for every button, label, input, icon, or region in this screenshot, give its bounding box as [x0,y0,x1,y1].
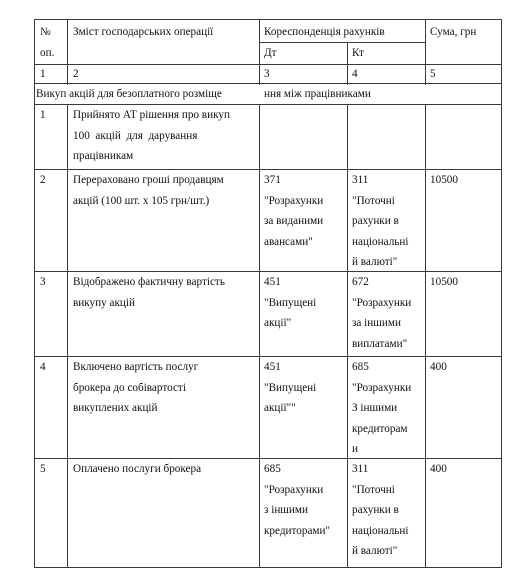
rule-col4 [425,19,426,85]
rule-top [34,19,502,20]
row-sum: 400 [430,463,447,475]
row-credit: 311 "Поточні рахунки в національні й валюті" [352,463,409,557]
section-title: Викуп акцій для безоплатного розміще [36,88,222,100]
row-credit: 311 "Поточні рахунки в національні й валюті" [352,174,409,268]
row-debit: 685 "Розрахунки з іншими кредиторами" [264,463,331,537]
row-content: Перераховано гроші продавцям акцій (100 шт. х 105 грн/шт.) [73,174,224,207]
rule-left [34,19,35,568]
row-sum: 10500 [430,276,458,288]
header-credit: Кт [352,47,364,59]
header-content: Зміст господарських операції [73,26,214,38]
row-debit: 451 "Випущені акції"" [264,361,317,414]
row-content: Оплачено послуги брокера [73,463,202,475]
row-content: Прийнято АТ рішення про викуп 100 акцій для дарування працівникам [73,109,230,162]
index-cell: 4 [352,68,358,80]
header-sum: Сума, грн [430,26,477,38]
rule-col3-body [347,104,348,568]
row-credit: 672 "Розрахунки за іншими виплатами" [352,276,412,350]
section-title-continued: ння між працівниками [264,88,371,100]
row-content: Включено вартість послуг брокера до собівартості викуплених акцій [73,361,199,414]
header-correspondence: Кореспонденція рахунків [264,26,385,38]
row-credit: 685 "Розрахунки З іншими кредиторам и [352,361,412,455]
header-debit: Дт [264,47,277,59]
header-num: № оп. [40,26,55,59]
row-num: 5 [40,463,46,475]
rule-right [501,19,502,568]
row-num: 3 [40,276,46,288]
rule-col3 [347,42,348,85]
rule-bottom [34,567,502,568]
index-cell: 3 [264,68,270,80]
rule-col4-body [425,104,426,568]
index-cell: 5 [430,68,436,80]
row-debit: 451 "Випущені акції" [264,276,317,329]
rule-col1 [67,19,68,85]
row-content: Відображено фактичну вартість викупу акцій [73,276,225,309]
row-num: 1 [40,109,46,121]
rule-col2-body [259,104,260,568]
row-sum: 400 [430,361,447,373]
rule-col1-body [67,104,68,568]
row-sum: 10500 [430,174,458,186]
rule-col2 [259,19,260,85]
index-cell: 2 [73,68,79,80]
row-num: 2 [40,174,46,186]
index-cell: 1 [40,68,46,80]
row-num: 4 [40,361,46,373]
row-debit: 371 "Розрахунки за виданими авансами" [264,174,324,248]
